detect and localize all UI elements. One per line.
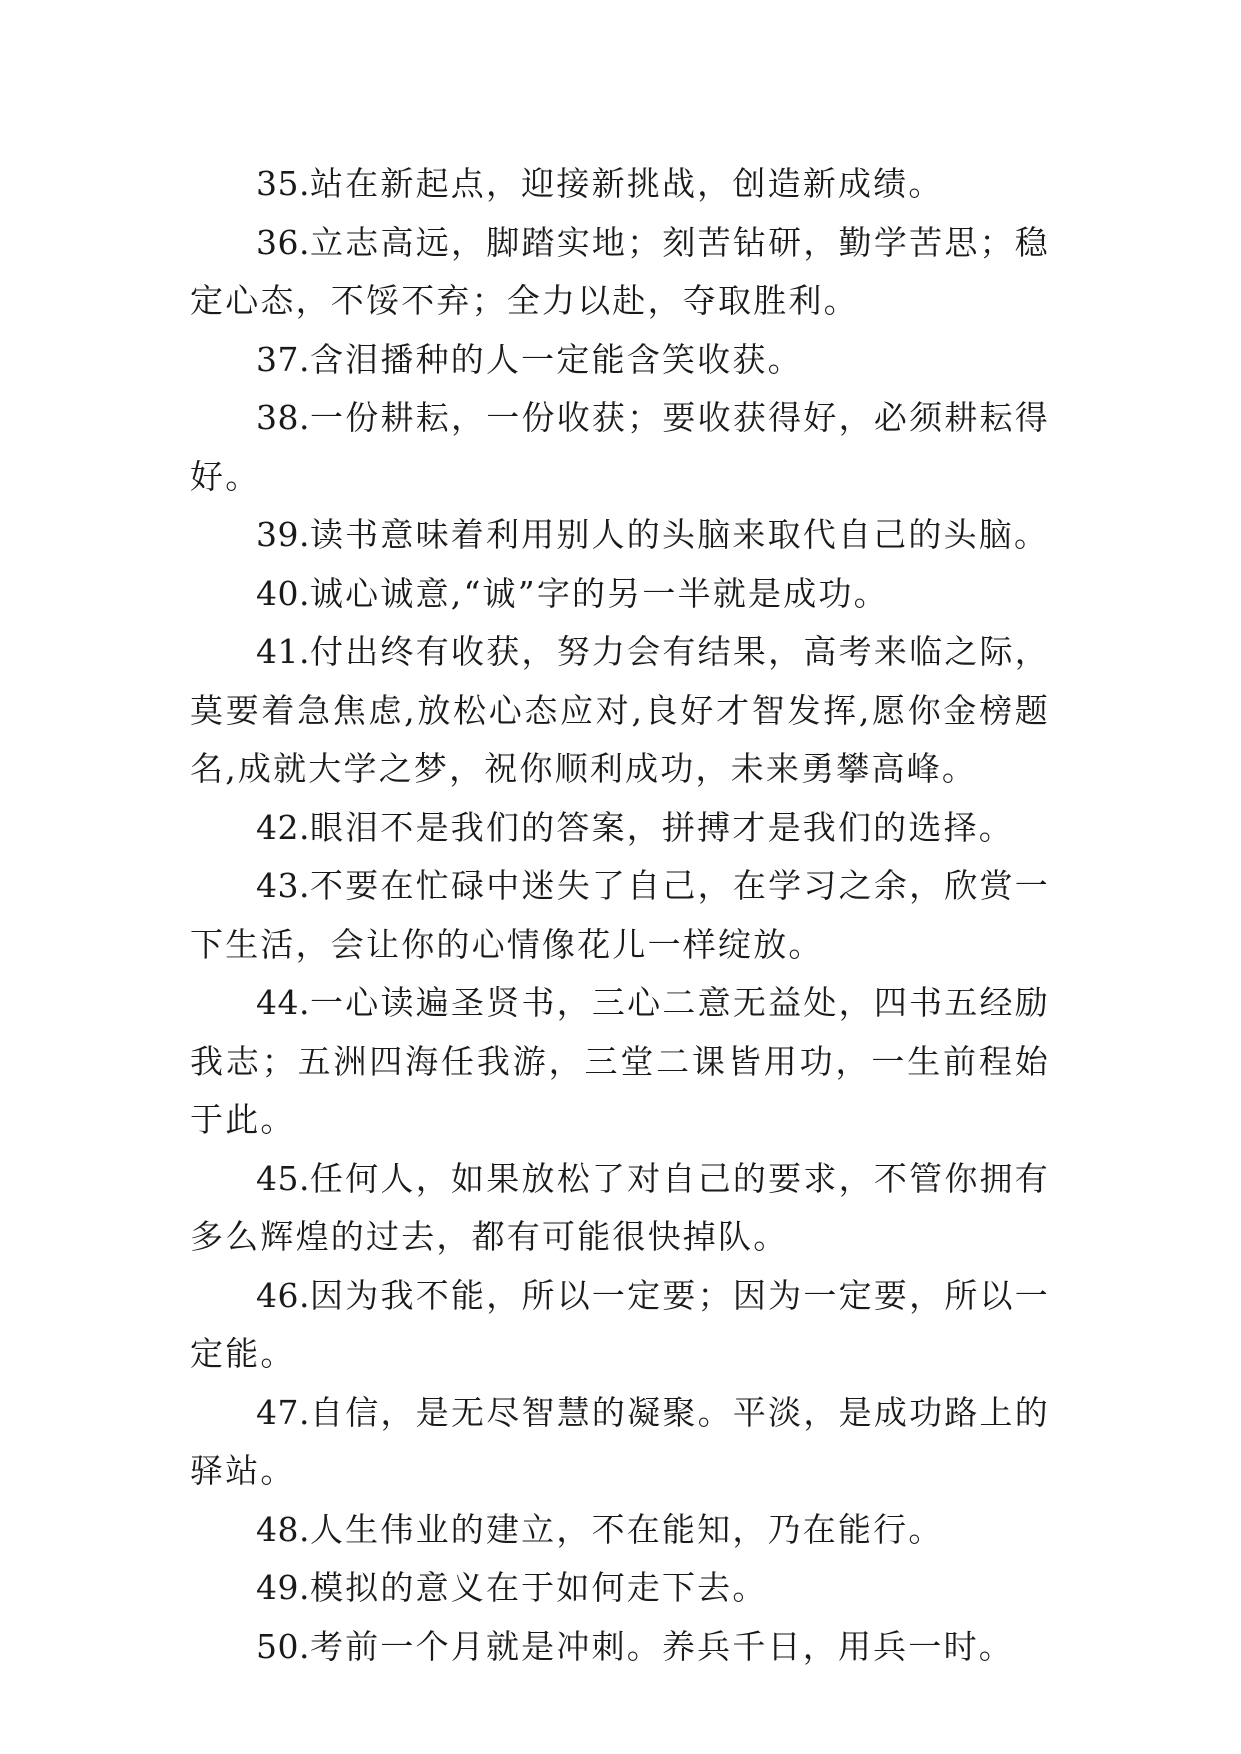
list-item <box>190 1618 1050 1677</box>
item-number: 40. <box>256 573 310 613</box>
list-item <box>190 1501 1050 1560</box>
list-item <box>190 799 1050 858</box>
list-item <box>190 506 1050 565</box>
item-text: 立志高远，脚踏实地；刻苦钻研，勤学苦思；稳定心态，不馁不弃；全力以赴，夺取胜利。 <box>190 222 1050 320</box>
item-text: 一份耕耘，一份收获；要收获得好，必须耕耘得好。 <box>190 398 1050 496</box>
item-text: 眼泪不是我们的答案，拼搏才是我们的选择。 <box>309 807 1014 847</box>
item-text: 诚心诚意,“诚”字的另一半就是成功。 <box>309 573 889 613</box>
list-item <box>190 214 1050 331</box>
item-number: 42. <box>256 807 310 847</box>
item-text: 考前一个月就是冲刺。养兵千日，用兵一时。 <box>309 1626 1014 1666</box>
item-text: 模拟的意义在于如何走下去。 <box>309 1568 768 1607</box>
list-item <box>190 155 1050 214</box>
item-number: 45. <box>256 1158 310 1198</box>
item-number: 38. <box>256 398 310 437</box>
list-item <box>190 1384 1050 1501</box>
item-number: 43. <box>256 866 310 905</box>
item-number: 39. <box>256 515 310 554</box>
list-item <box>190 565 1050 624</box>
item-number: 47. <box>256 1392 310 1432</box>
list-item <box>190 1559 1050 1618</box>
item-text: 含泪播种的人一定能含笑收获。 <box>309 339 803 379</box>
item-number: 41. <box>256 632 310 671</box>
list-item <box>190 1267 1050 1384</box>
item-text: 付出终有收获，努力会有结果，高考来临之际，莫要着急焦虑,放松心态应对,良好才智发挥,愿你金榜题名,成就大学之梦，祝你顺利成功，未来勇攀高峰。 <box>190 632 1050 788</box>
item-text: 自信，是无尽智慧的凝聚。平淡，是成功路上的驿站。 <box>190 1392 1050 1490</box>
item-number: 36. <box>256 222 310 262</box>
list-item <box>190 974 1050 1150</box>
item-text: 因为我不能，所以一定要；因为一定要，所以一定能。 <box>190 1275 1050 1373</box>
list-item <box>190 389 1050 506</box>
item-number: 37. <box>256 339 310 379</box>
list-item <box>190 623 1050 799</box>
item-text: 站在新起点，迎接新挑战，创造新成绩。 <box>309 164 944 203</box>
item-number: 49. <box>256 1568 310 1607</box>
item-text: 读书意味着利用别人的头脑来取代自己的头脑。 <box>309 515 1050 554</box>
item-text: 人生伟业的建立，不在能知，乃在能行。 <box>309 1509 944 1549</box>
list-item <box>190 857 1050 974</box>
item-text: 任何人，如果放松了对自己的要求，不管你拥有多么辉煌的过去，都有可能很快掉队。 <box>190 1158 1050 1256</box>
item-number: 50. <box>256 1626 310 1666</box>
item-number: 35. <box>256 164 310 203</box>
item-number: 44. <box>256 983 310 1022</box>
document-body <box>190 155 1050 1676</box>
item-text: 不要在忙碌中迷失了自己，在学习之余，欣赏一下生活，会让你的心情像花儿一样绽放。 <box>190 866 1050 964</box>
item-number: 46. <box>256 1275 310 1315</box>
item-number: 48. <box>256 1509 310 1549</box>
item-text: 一心读遍圣贤书，三心二意无益处，四书五经励我志；五洲四海任我游，三堂二课皆用功，一生前程始于此。 <box>190 983 1050 1139</box>
list-item <box>190 331 1050 390</box>
list-item <box>190 1150 1050 1267</box>
